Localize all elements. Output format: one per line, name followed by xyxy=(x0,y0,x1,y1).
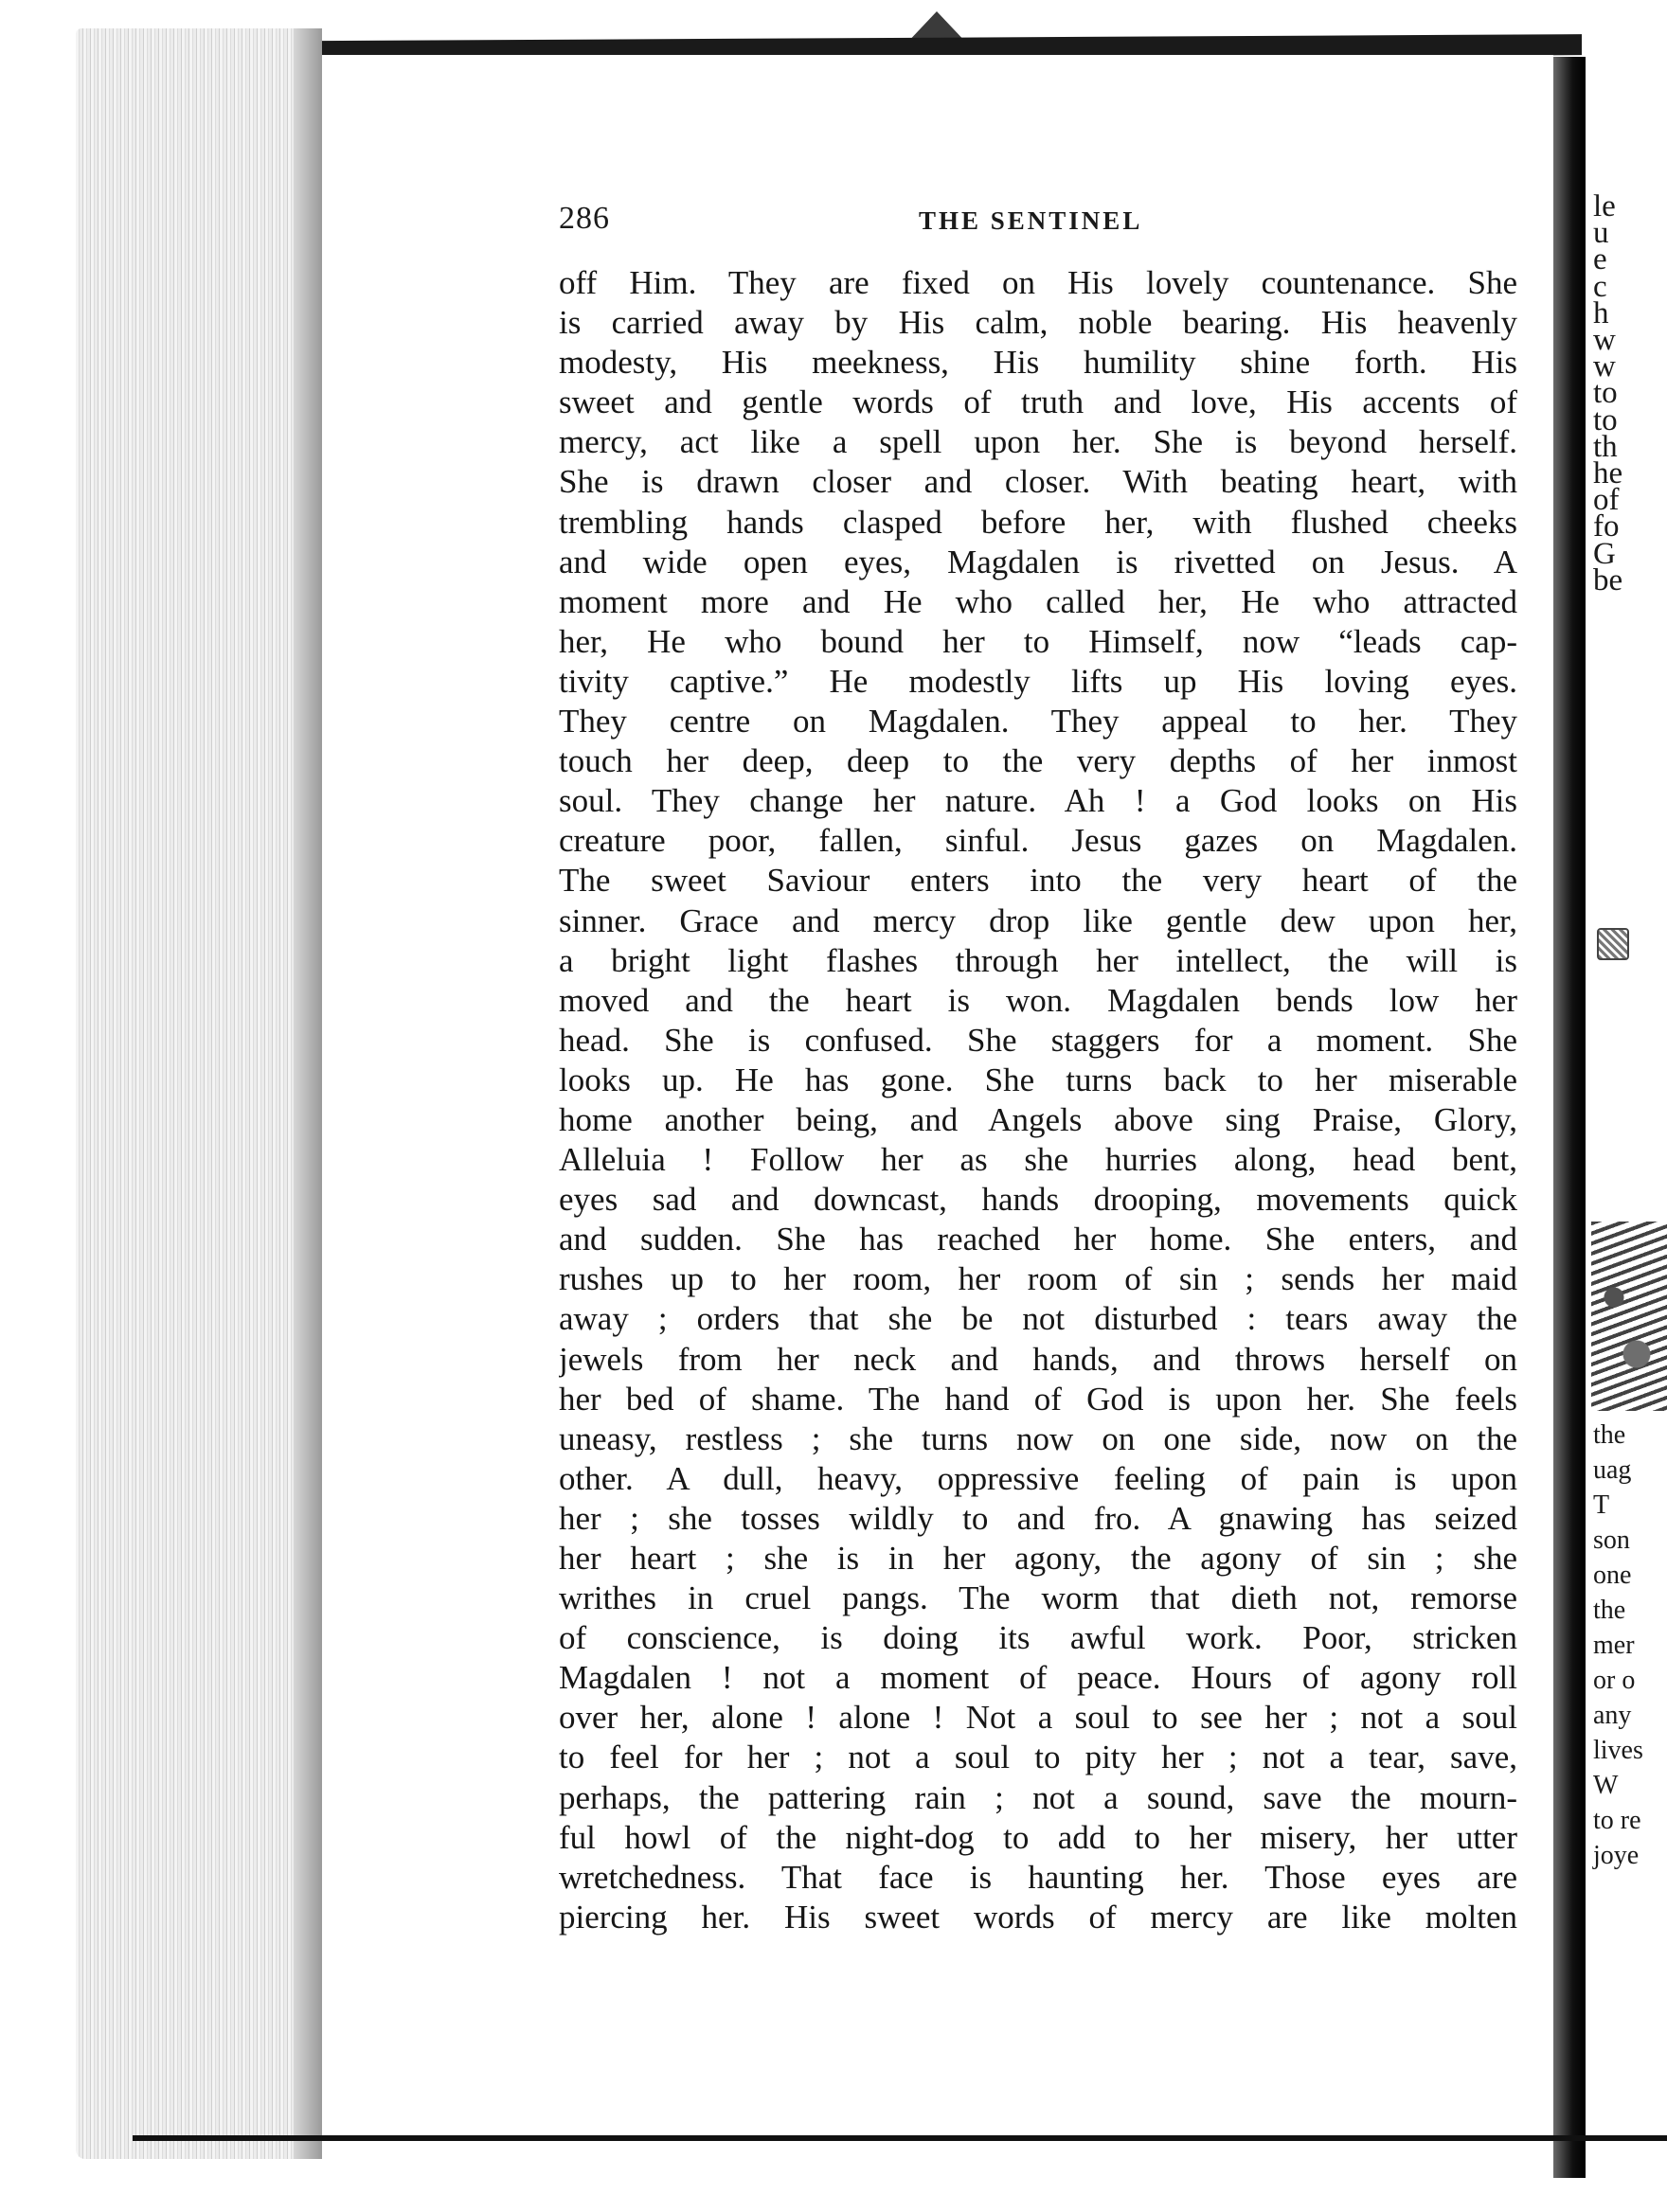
text-line: head. She is confused. She staggers for a moment. She xyxy=(559,1021,1517,1059)
text-line: of conscience, is doing its awful work. Poor, stricken xyxy=(559,1619,1517,1657)
facing-page-fragment: u xyxy=(1593,216,1609,251)
text-line: her ; she tosses wildly to and fro. A gnawing has seized xyxy=(559,1499,1517,1537)
facing-page-fragment: w xyxy=(1593,349,1616,384)
page-body-text xyxy=(559,263,1517,2091)
text-line: her, He who bound her to Himself, now “leads cap- xyxy=(559,622,1517,660)
facing-page-fragment: mer xyxy=(1593,1631,1635,1660)
text-line: other. A dull, heavy, oppressive feeling of pain is upon xyxy=(559,1459,1517,1497)
facing-page-fragment: of xyxy=(1593,483,1620,518)
text-line: her heart ; she is in her agony, the agony of sin ; she xyxy=(559,1540,1517,1577)
text-line: uneasy, restless ; she turns now on one side, now on the xyxy=(559,1419,1517,1457)
text-line: Alleluia ! Follow her as she hurries along, head bent, xyxy=(559,1141,1517,1179)
text-line: sinner. Grace and mercy drop like gentle dew upon her, xyxy=(559,901,1517,939)
text-line: to feel for her ; not a soul to pity her ; not a tear, save, xyxy=(559,1739,1517,1776)
text-line: away ; orders that she be not disturbed : tears away the xyxy=(559,1300,1517,1338)
text-line: looks up. He has gone. She turns back to her miserable xyxy=(559,1061,1517,1098)
facing-page-fragment: fo xyxy=(1593,509,1620,544)
text-line: eyes sad and downcast, hands drooping, movements quick xyxy=(559,1181,1517,1219)
text-line: modesty, His meekness, His humility shine forth. His xyxy=(559,344,1517,382)
facing-page-fragment: one xyxy=(1593,1561,1632,1590)
text-line: rushes up to her room, her room of sin ; sends her maid xyxy=(559,1260,1517,1298)
book-gutter xyxy=(1553,57,1586,2178)
facing-page-fragment: w xyxy=(1593,323,1616,357)
text-line: She is drawn closer and closer. With beating heart, with xyxy=(559,463,1517,501)
illustration-fragment xyxy=(1591,1222,1667,1411)
text-line: sweet and gentle words of truth and love, His accents of xyxy=(559,384,1517,421)
facing-page-fragment: to xyxy=(1593,402,1618,437)
text-line: off Him. They are fixed on His lovely countenance. She xyxy=(559,264,1517,301)
text-line: wretchedness. That face is haunting her. Those eyes are xyxy=(559,1858,1517,1896)
text-line: piercing her. His sweet words of mercy are like molten xyxy=(559,1898,1517,1936)
facing-page-fragment: he xyxy=(1593,456,1623,491)
text-line: a bright light flashes through her intellect, the will is xyxy=(559,941,1517,979)
text-line: jewels from her neck and hands, and throws herself on xyxy=(559,1340,1517,1378)
text-line: Magdalen ! not a moment of peace. Hours of agony roll xyxy=(559,1659,1517,1697)
facing-page xyxy=(1586,57,1667,2178)
book-page-edges xyxy=(76,28,322,2159)
text-line: creature poor, fallen, sinful. Jesus gazes on Magdalen. xyxy=(559,822,1517,860)
page-header xyxy=(559,201,1515,248)
text-line: The sweet Saviour enters into the very heart of the xyxy=(559,862,1517,900)
facing-page-fragment: G xyxy=(1593,536,1616,571)
text-line: tivity captive.” He modestly lifts up His loving eyes. xyxy=(559,662,1517,700)
facing-page-fragment: W xyxy=(1593,1771,1619,1800)
facing-page-fragment: T xyxy=(1593,1490,1610,1520)
facing-page-fragment: joye xyxy=(1593,1841,1640,1870)
text-line: writhes in cruel pangs. The worm that dieth not, remorse xyxy=(559,1579,1517,1617)
facing-page-fragment: to xyxy=(1593,376,1618,411)
text-line: and sudden. She has reached her home. She enters, and xyxy=(559,1221,1517,1258)
text-line: moment more and He who called her, He who attracted xyxy=(559,582,1517,620)
ornament-icon xyxy=(1597,928,1629,960)
facing-page-fragment: lives xyxy=(1593,1736,1643,1765)
facing-page-fragment: the xyxy=(1593,1420,1626,1450)
text-line: trembling hands clasped before her, with flushed cheeks xyxy=(559,503,1517,541)
text-line: over her, alone ! alone ! Not a soul to see her ; not a soul xyxy=(559,1699,1517,1737)
facing-page-fragment: e xyxy=(1593,242,1607,277)
facing-page-fragment: be xyxy=(1593,562,1623,598)
text-line: mercy, act like a spell upon her. She is beyond herself. xyxy=(559,423,1517,461)
text-line: moved and the heart is won. Magdalen bends low her xyxy=(559,981,1517,1019)
running-title: THE SENTINEL xyxy=(919,206,1143,235)
facing-page-fragment: the xyxy=(1593,1596,1626,1625)
facing-page-fragment: h xyxy=(1593,295,1609,330)
text-line: her bed of shame. The hand of God is upon her. She feels xyxy=(559,1380,1517,1418)
text-line: is carried away by His calm, noble bearing. His heavenly xyxy=(559,304,1517,342)
text-line: They centre on Magdalen. They appeal to her. They xyxy=(559,703,1517,740)
facing-page-fragment: uag xyxy=(1593,1455,1632,1485)
facing-page-fragment: or o xyxy=(1593,1666,1636,1695)
text-line: perhaps, the pattering rain ; not a sound, save the mourn- xyxy=(559,1778,1517,1816)
text-line: soul. They change her nature. Ah ! a God looks on His xyxy=(559,782,1517,820)
facing-page-fragment: th xyxy=(1593,429,1618,464)
facing-page-fragment: any xyxy=(1593,1701,1632,1730)
facing-page-fragment: le xyxy=(1593,189,1616,223)
page-number: 286 xyxy=(559,201,610,236)
facing-page-fragment: to re xyxy=(1593,1806,1641,1835)
book-cover-bottom-edge xyxy=(133,2135,1667,2141)
facing-page-fragment: son xyxy=(1593,1525,1630,1555)
text-line: touch her deep, deep to the very depths of her inmost xyxy=(559,742,1517,780)
text-line: home another being, and Angels above sing Praise, Glory, xyxy=(559,1100,1517,1138)
text-line: and wide open eyes, Magdalen is rivetted on Jesus. A xyxy=(559,543,1517,580)
text-line: ful howl of the night-dog to add to her misery, her utter xyxy=(559,1818,1517,1856)
facing-page-fragment: c xyxy=(1593,269,1607,304)
